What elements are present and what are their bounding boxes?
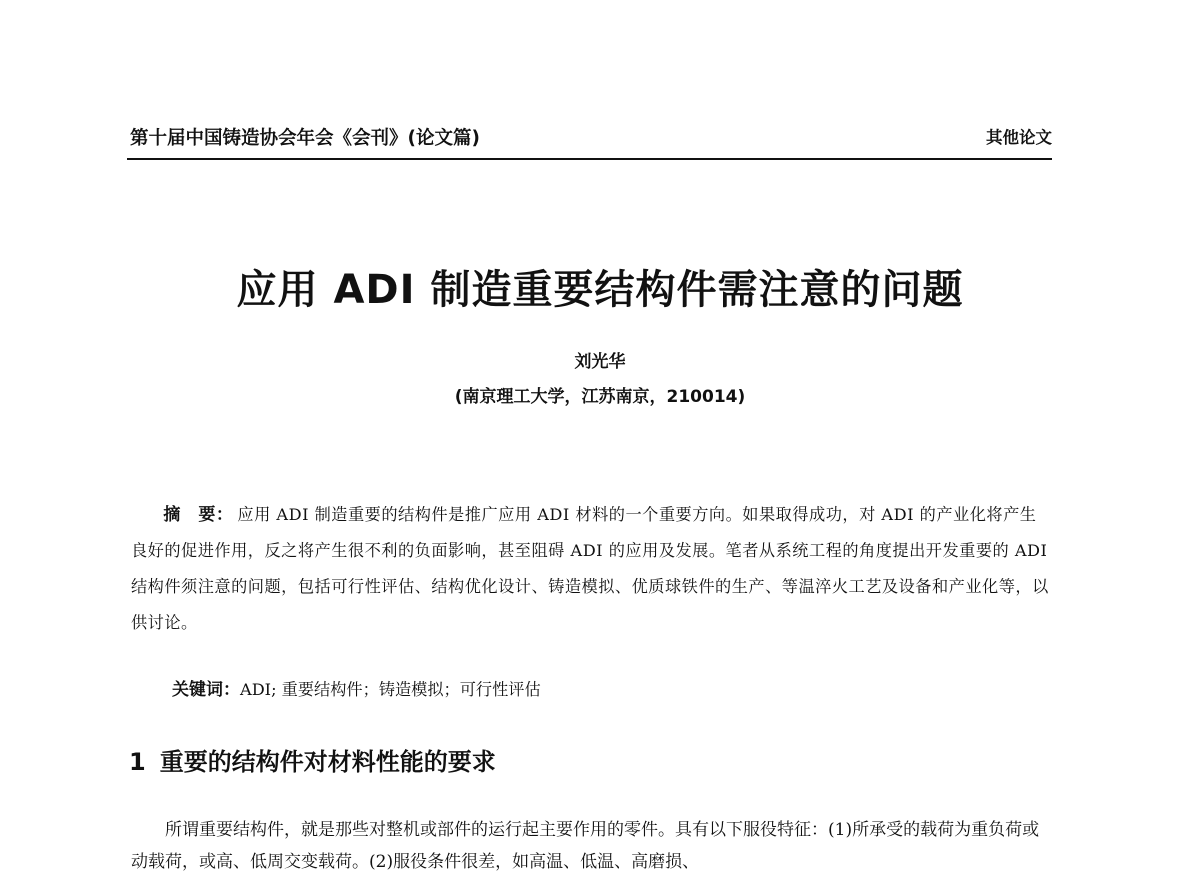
keywords (172, 674, 1052, 706)
paper-title: 应用 ADI 制造重要结构件需注意的问题 (236, 267, 964, 313)
abstract (131, 497, 1052, 641)
journal-name: 第十届中国铸造协会年会《会刊》(论文篇) (130, 128, 480, 149)
keywords-text: ADI; 重要结构件；铸造模拟；可行性评估 (240, 680, 541, 699)
abstract-label: 摘 要： (163, 505, 234, 525)
section-paragraph: 所谓重要结构件，就是那些对整机或部件的运行起主要作用的零件。具有以下服役特征：(1)所承受的载荷为重负荷或动载荷，或高、低周交变载荷。(2)服役条件很差，如高温、低温、高磨损、 (131, 820, 1040, 872)
section-title: 重要的结构件对材料性能的要求 (159, 748, 496, 776)
author-affiliation: (南京理工大学，江苏南京，210014) (454, 387, 746, 407)
author-name: 刘光华 (574, 352, 626, 372)
running-header (127, 118, 1052, 160)
keywords-label: 关键词： (172, 680, 240, 700)
section-heading (129, 742, 496, 777)
section-number: 1 (129, 748, 146, 776)
abstract-text: 应用 ADI 制造重要的结构件是推广应用 ADI 材料的一个重要方向。如果取得成功，对 ADI 的产业化将产生良好的促进作用，反之将产生很不利的负面影响，甚至阻碍 ADI 的应用及发展。笔者从系统工程的角度提出开发重要的 ADI 结构件须注意的问题，包括可行性评估、结构优化设计、铸造模拟、优质球铁件的生产、等温淬火工艺及设备和产业化等，以供讨论。 (131, 505, 1049, 632)
section-category: 其他论文 (986, 128, 1052, 147)
